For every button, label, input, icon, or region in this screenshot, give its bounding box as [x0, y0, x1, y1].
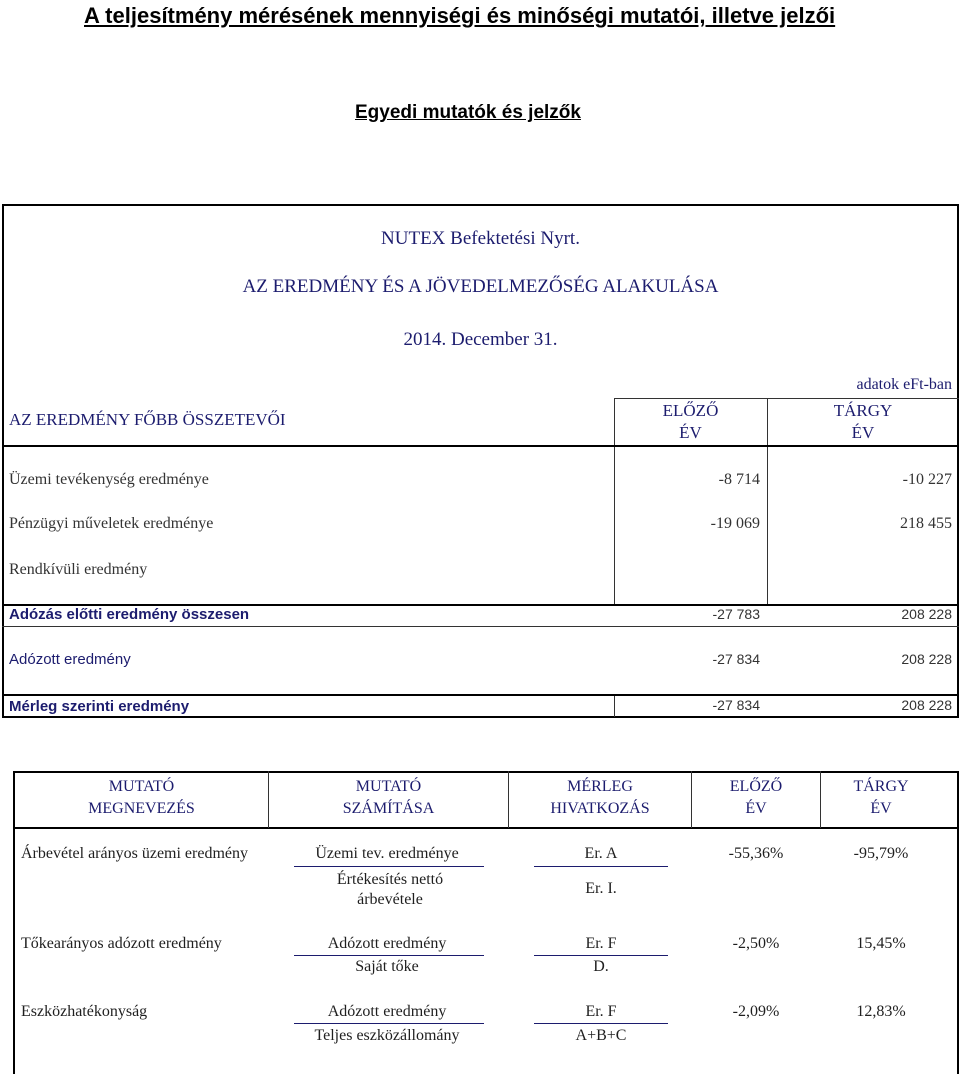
- col-curr-line1: TÁRGY: [833, 401, 893, 420]
- row-label: Pénzügyi műveletek eredménye: [9, 515, 214, 532]
- reference-denominator: D.: [593, 958, 609, 975]
- prev-year-value: -55,36%: [728, 845, 784, 862]
- row-curr-value: 208 228: [901, 606, 952, 622]
- page-subheading: Egyedi mutatók és jelzők: [355, 102, 581, 123]
- row-prev-value: -8 714: [718, 471, 760, 488]
- row-label: Adózott eredmény: [9, 651, 131, 668]
- curr-year-value: 12,83%: [856, 1003, 906, 1020]
- curr-year-value: -95,79%: [853, 845, 909, 862]
- reference-denominator: Er. I.: [585, 880, 617, 897]
- prev-year-value: -2,50%: [732, 935, 780, 952]
- header-line1: ELŐZŐ: [729, 778, 783, 795]
- indicator-numerator: Adózott eredmény: [327, 1003, 447, 1020]
- row-curr-value: -10 227: [902, 471, 952, 488]
- row-label: Üzemi tevékenység eredménye: [9, 471, 209, 488]
- header-line1: TÁRGY: [853, 778, 909, 795]
- prev-year-value: -2,09%: [732, 1003, 780, 1020]
- table1-col-prev: [614, 400, 767, 444]
- fraction-line: [534, 955, 668, 956]
- row-label: Mérleg szerinti eredmény: [9, 698, 190, 715]
- header-line2: HIVATKOZÁS: [550, 800, 650, 817]
- row-curr-value: 208 228: [901, 651, 952, 667]
- row-separator: [2, 626, 959, 627]
- col-curr-line2: ÉV: [851, 423, 875, 442]
- reference-numerator: Er. A: [584, 845, 618, 862]
- calculation-col-header: [269, 776, 508, 820]
- indicator-denominator: Értékesítés nettó árbevétele: [336, 871, 444, 908]
- table1-col-curr: [767, 400, 959, 444]
- row-label: Rendkívüli eredmény: [9, 561, 148, 578]
- header-line2: ÉV: [745, 800, 767, 817]
- row-curr-value: 218 455: [900, 515, 952, 532]
- fraction-line: [534, 866, 668, 867]
- header-line1: MUTATÓ: [355, 778, 422, 795]
- reference-numerator: Er. F: [585, 1003, 617, 1020]
- indicator-denominator: Saját tőke: [355, 958, 419, 975]
- fraction-line: [294, 1023, 484, 1024]
- indicator-numerator: Adózott eredmény: [327, 935, 447, 952]
- company-name: NUTEX Befektetési Nyrt.: [381, 228, 580, 249]
- row-prev-value: -27 783: [712, 606, 760, 622]
- report-date: 2014. December 31.: [403, 329, 558, 350]
- report-title: AZ EREDMÉNY ÉS A JÖVEDELMEZŐSÉG ALAKULÁSA: [242, 276, 719, 297]
- header-line2: SZÁMÍTÁSA: [342, 800, 435, 817]
- fraction-line: [534, 1023, 668, 1024]
- indicator-name: Árbevétel arányos üzemi eredmény: [21, 845, 249, 862]
- row-prev-value: -27 834: [712, 697, 760, 713]
- table1-header-label: AZ EREDMÉNY FŐBB ÖSSZETEVŐI: [9, 410, 286, 429]
- page-heading: A teljesítmény mérésének mennyiségi és minőségi mutatói, illetve jelzői: [84, 3, 836, 28]
- row-label: Adózás előtti eredmény összesen: [9, 606, 250, 623]
- header-line2: MEGNEVEZÉS: [88, 800, 195, 817]
- header-line2: ÉV: [870, 800, 892, 817]
- row-prev-value: -19 069: [710, 515, 760, 532]
- curr-year-col-header: [821, 776, 941, 820]
- fraction-line: [294, 866, 484, 867]
- row-curr-value: 208 228: [901, 697, 952, 713]
- curr-year-value: 15,45%: [856, 935, 906, 952]
- reference-col-header: [509, 776, 691, 820]
- row-separator: [2, 694, 959, 696]
- header-divider-top: [614, 398, 959, 399]
- fraction-line: [294, 955, 484, 956]
- prev-year-col-header: [692, 776, 820, 820]
- unit-note: adatok eFt-ban: [856, 376, 952, 393]
- col-prev-line1: ELŐZŐ: [662, 401, 719, 420]
- indicator-numerator: Üzemi tev. eredménye: [315, 845, 459, 862]
- col-prev-line2: ÉV: [679, 423, 702, 442]
- indicator-col-header: [15, 776, 268, 820]
- header-line1: MUTATÓ: [108, 778, 175, 795]
- indicators-header-divider: [13, 827, 959, 829]
- header-line1: MÉRLEG: [567, 778, 633, 795]
- indicator-name: Eszközhatékonyság: [21, 1003, 148, 1020]
- row-prev-value: -27 834: [712, 651, 760, 667]
- header-divider-bottom: [2, 445, 959, 447]
- indicator-name: Tőkearányos adózott eredmény: [21, 935, 222, 952]
- indicator-denominator: Teljes eszközállomány: [314, 1027, 460, 1044]
- reference-numerator: Er. F: [585, 935, 617, 952]
- reference-denominator: A+B+C: [575, 1027, 627, 1044]
